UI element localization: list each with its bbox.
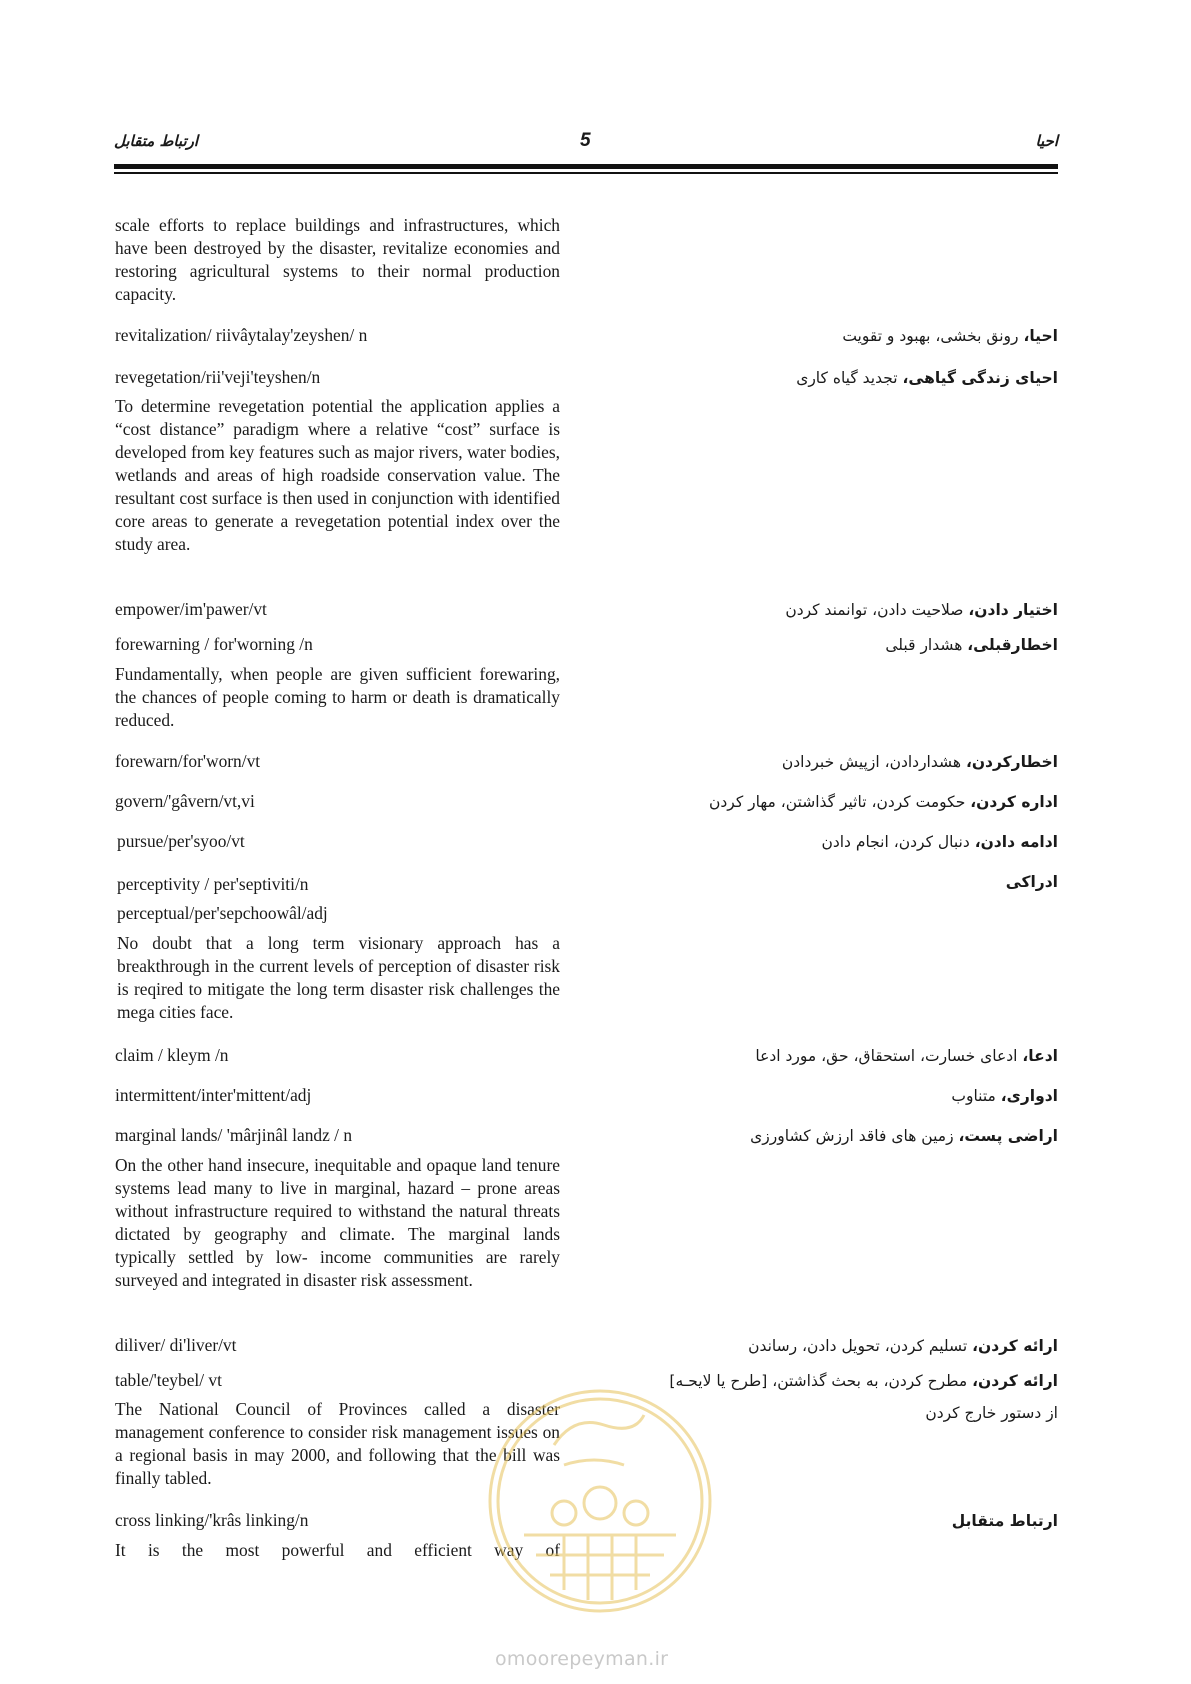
entry-perceptivity: perceptivity / per'septiviti/n	[117, 874, 309, 894]
fa-definition: هشدار قبلی	[885, 636, 968, 654]
fa-definition: هشداردادن، ازپیش خبردادن	[781, 753, 966, 771]
fa-definition: تجدید گیاه کاری	[796, 369, 903, 387]
page-number: 5	[580, 130, 591, 151]
fa-entry-revitalization	[538, 324, 1058, 348]
paragraph-table: The National Council of Provinces called a disaster management conference to consider risk management issues on a regional basis in may 2000, and following that the bill was finally tabled.	[115, 1399, 560, 1488]
running-header-left: ارتباط متقابل	[114, 132, 199, 150]
paragraph-intro: scale efforts to replace buildings and infrastructures, which have been destroyed by the disaster, revitalize economies and restoring agricultural systems to their normal production capacity.	[115, 215, 560, 304]
entry-diliver: diliver/ di'liver/vt	[115, 1335, 237, 1355]
paragraph-marginal-lands: On the other hand insecure, inequitable and opaque land tenure systems lead many to live in marginal, hazard – prone areas without infrastructure required to withstand the natural threats dictated by geography and climate. The marginal lands typically settled by low- income communities are rarely surveyed and integrated in disaster risk assessment.	[115, 1155, 560, 1290]
entry-govern: govern/'gâvern/vt,vi	[115, 791, 255, 811]
fa-term: ادعا،	[1022, 1047, 1058, 1065]
fa-entry-diliver	[538, 1334, 1058, 1358]
entry-claim: claim / kleym /n	[115, 1045, 229, 1065]
watermark-url: omoorepeyman.ir	[495, 1648, 669, 1670]
header-rule-thick	[114, 164, 1058, 169]
entry-forewarning: forewarning / for'worning /n	[115, 634, 313, 654]
fa-definition: صلاحیت دادن، توانمند کردن	[785, 601, 969, 619]
fa-definition: متناوب	[951, 1087, 1001, 1105]
entry-pursue: pursue/per'syoo/vt	[117, 831, 245, 851]
fa-definition: رونق بخشی، بهبود و تقویت	[842, 327, 1024, 345]
paragraph-revegetation: To determine revegetation potential the application applies a “cost distance” paradigm where a relative “cost” surface is developed from key features such as major rivers, water bodies, wetlands and areas of high roadside conservation value. The resultant cost surface is then used in conjunction with identified core areas to generate a revegetation potential index over the study area.	[115, 396, 560, 554]
fa-entry-claim	[538, 1044, 1058, 1068]
fa-term: ادواری،	[1000, 1087, 1058, 1105]
fa-definition: مطرح کردن، به بحث گذاشتن، [طرح یا لایحـه]	[669, 1372, 973, 1390]
fa-definition: حکومت کردن، تاثیر گذاشتن، مهار کردن	[709, 793, 971, 811]
fa-term: ادامه دادن،	[974, 833, 1058, 851]
fa-term: ارائه کردن،	[972, 1337, 1058, 1355]
running-header-right: احیا	[1035, 132, 1058, 150]
fa-term: اخطارکردن،	[965, 753, 1058, 771]
fa-term: اخطارقبلی،	[967, 636, 1058, 654]
fa-entry-marginal-lands	[538, 1124, 1058, 1148]
fa-entry-intermittent	[538, 1084, 1058, 1108]
header-rule-thin	[114, 172, 1058, 174]
fa-entry-govern	[538, 790, 1058, 814]
fa-term: احیا،	[1023, 327, 1058, 345]
fa-definition: زمین های فاقد ارزش کشاورزی	[750, 1127, 959, 1145]
entry-revegetation: revegetation/rii'veji'teyshen/n	[115, 367, 321, 387]
entry-table: table/'teybel/ vt	[115, 1370, 222, 1390]
fa-term: احیای زندگی گیاهی،	[902, 369, 1058, 387]
fa-term: ادراکی	[1005, 873, 1058, 891]
fa-entry-pursue	[538, 830, 1058, 854]
fa-term: ارائه کردن،	[972, 1372, 1058, 1390]
fa-entry-empower	[538, 598, 1058, 622]
entry-empower: empower/im'pawer/vt	[115, 599, 267, 619]
paragraph-perceptual: No doubt that a long term visionary approach has a breakthrough in the current levels of perception of disaster risk is reqired to mitigate the long term disaster risk challenges the mega cities face.	[117, 933, 560, 1022]
fa-entry-perceptual	[538, 870, 1058, 894]
fa-term: ارتباط متقابل	[951, 1512, 1058, 1530]
fa-entry-revegetation	[538, 366, 1058, 390]
paragraph-cross-linking: It is the most powerful and efficient way of	[115, 1540, 560, 1560]
paragraph-forewarning: Fundamentally, when people are given sufficient forewaring, the chances of people coming to harm or death is dramatically reduced.	[115, 664, 560, 730]
fa-term: اراضی پست،	[958, 1127, 1058, 1145]
fa-entry-table-line2: از دستور خارج کردن	[925, 1404, 1058, 1422]
entry-cross-linking: cross linking/'krâs linking/n	[115, 1510, 309, 1530]
fa-term: اختیار دادن،	[968, 601, 1058, 619]
fa-definition: ادعای خسارت، استحقاق، حق، مورد ادعا	[755, 1047, 1023, 1065]
entry-perceptual: perceptual/per'sepchoowâl/adj	[117, 903, 328, 923]
entry-forewarn: forewarn/for'worn/vt	[115, 751, 261, 771]
watermark-seal-icon	[484, 1385, 716, 1617]
entry-intermittent: intermittent/inter'mittent/adj	[115, 1085, 312, 1105]
entry-revitalization: revitalization/ riivâytalay'zeyshen/ n	[115, 325, 368, 345]
fa-term: اداره کردن،	[970, 793, 1058, 811]
fa-definition: تسلیم کردن، تحویل دادن، رساندن	[748, 1337, 973, 1355]
entry-marginal-lands: marginal lands/ 'mârjinâl landz / n	[115, 1125, 353, 1145]
fa-entry-forewarn	[538, 750, 1058, 774]
fa-entry-forewarning	[538, 633, 1058, 657]
fa-definition: دنبال کردن، انجام دادن	[821, 833, 975, 851]
